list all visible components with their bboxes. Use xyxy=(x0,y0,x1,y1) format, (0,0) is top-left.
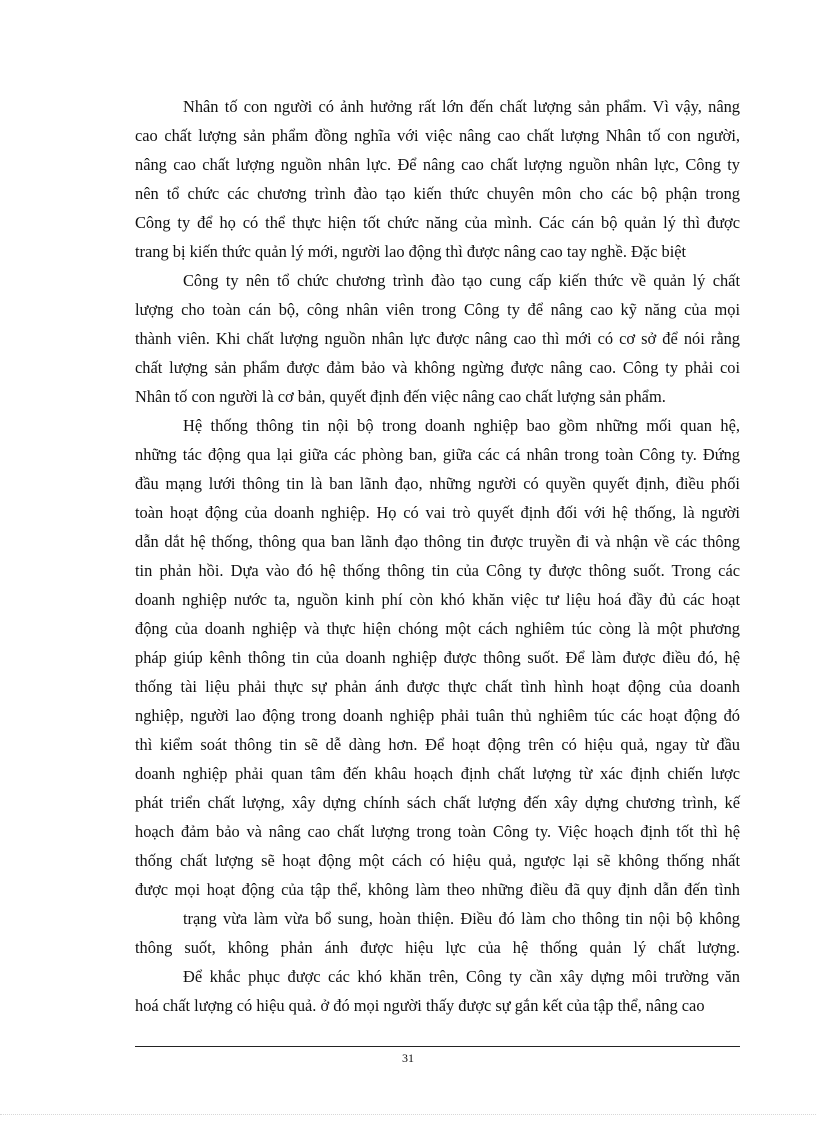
paragraph-line: trang bị kiến thức quản lý mới, người lao động thì được nâng cao tay nghề. Đặc biệt xyxy=(135,242,687,261)
paragraph-line: doanh nghiệp nước ta, nguồn kinh phí còn khó khăn việc tư liệu hoá đầy đủ các hoạt xyxy=(135,590,740,609)
paragraph-line: Để khắc phục được các khó khăn trên, Công ty cần xây dựng môi trường văn xyxy=(183,967,740,986)
paragraph-line: doanh nghiệp phải quan tâm đến khâu hoạch định chất lượng từ xác định chiến lược xyxy=(135,764,740,783)
paragraph-line: lượng cho toàn cán bộ, công nhân viên trong Công ty để nâng cao kỹ năng của mọi xyxy=(135,300,740,319)
paragraph-line: hoạch đảm bảo và nâng cao chất lượng trong toàn Công ty. Việc hoạch định tốt thì hệ xyxy=(135,822,740,841)
paragraph-line: được mọi hoạt động của tập thể, không làm theo những điều đã quy định dẫn đến tình xyxy=(135,880,740,899)
paragraph-line: những tác động qua lại giữa các phòng ban, giữa các cá nhân trong toàn Công ty. Đứng xyxy=(135,445,740,464)
paragraph-line: nâng cao chất lượng nguồn nhân lực. Để nâng cao chất lượng nguồn nhân lực, Công ty xyxy=(135,155,740,174)
footer-divider xyxy=(135,1046,740,1047)
paragraph-line: thống chất lượng sẽ hoạt động một cách có hiệu quả, ngược lại sẽ không thống nhất xyxy=(135,851,740,870)
paragraph-line: nên tổ chức các chương trình đào tạo kiến thức chuyên môn cho các bộ phận trong xyxy=(135,184,740,203)
paragraph-line: trạng vừa làm vừa bổ sung, hoàn thiện. Điều đó làm cho thông tin nội bộ không xyxy=(183,909,740,928)
paragraph-line: Nhân tố con người là cơ bản, quyết định đến việc nâng cao chất lượng sản phẩm. xyxy=(135,387,666,406)
paragraph-line: Hệ thống thông tin nội bộ trong doanh nghiệp bao gồm những mối quan hệ, xyxy=(183,416,740,435)
paragraph-line: thành viên. Khi chất lượng nguồn nhân lực được nâng cao thì mới có cơ sở để nói rằng xyxy=(135,329,740,348)
paragraph-line: chất lượng sản phẩm được đảm bảo và không ngừng được nâng cao. Công ty phải coi xyxy=(135,358,740,377)
paragraph-line: thông suốt, không phản ánh được hiệu lực của hệ thống quản lý chất lượng. xyxy=(135,938,740,957)
paragraph-line: thì kiểm soát thông tin sẽ dễ dàng hơn. Để hoạt động trên có hiệu quả, ngay từ đầu xyxy=(135,735,740,754)
paragraph-line: thống tài liệu phải thực sự phản ánh được thực chất tình hình hoạt động của doanh xyxy=(135,677,740,696)
paragraph-line: phát triển chất lượng, xây dựng chính sách chất lượng đến xây dựng chương trình, kế xyxy=(135,793,740,812)
paragraph-line: động của doanh nghiệp và thực hiện chóng một cách nghiêm túc còng là một phương xyxy=(135,619,740,638)
paragraph-line: đầu mạng lưới thông tin là ban lãnh đạo, những người có quyền quyết định, điều phối xyxy=(135,474,740,493)
paragraph-line: Công ty để họ có thể thực hiện tốt chức năng của mình. Các cán bộ quản lý thì được xyxy=(135,213,740,232)
paragraph-line: cao chất lượng sản phẩm đồng nghĩa với việc nâng cao chất lượng Nhân tố con người, xyxy=(135,126,740,145)
page-bottom-edge xyxy=(0,1114,816,1115)
paragraph-line: Nhân tố con người có ảnh hưởng rất lớn đến chất lượng sản phẩm. Vì vậy, nâng xyxy=(183,97,740,116)
page-number: 31 xyxy=(402,1051,414,1065)
paragraph-line: dẫn dắt hệ thống, thông qua ban lãnh đạo thông tin được truyền đi và nhận về các thông xyxy=(135,532,740,551)
paragraph-line: pháp giúp kênh thông tin của doanh nghiệp được thông suốt. Để làm được điều đó, hệ xyxy=(135,648,740,667)
paragraph-line: hoá chất lượng có hiệu quả. ở đó mọi người thấy được sự gắn kết của tập thể, nâng cao xyxy=(135,996,705,1015)
paragraph-line: toàn hoạt động của doanh nghiệp. Họ có vai trò quyết định đối với hệ thống, là người xyxy=(135,503,740,522)
paragraph-line: nghiệp, người lao động trong doanh nghiệp phải tuân thủ nghiêm túc các hoạt động đó xyxy=(135,706,740,725)
paragraph-line: Công ty nên tổ chức chương trình đào tạo cung cấp kiến thức về quản lý chất xyxy=(183,271,740,290)
paragraph-line: tin phản hồi. Dựa vào đó hệ thống thông tin của Công ty được thông suốt. Trong các xyxy=(135,561,740,580)
